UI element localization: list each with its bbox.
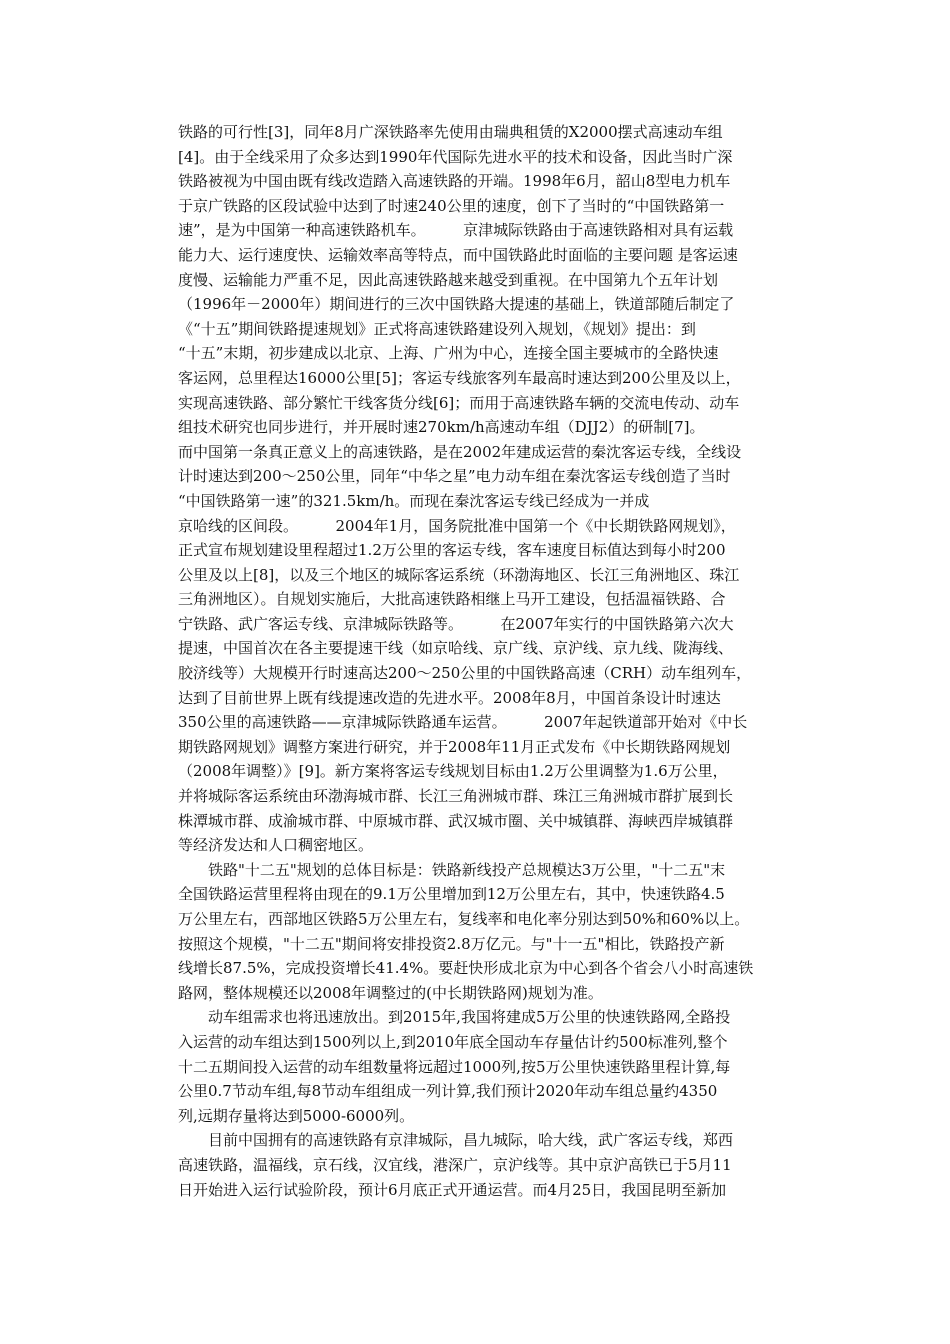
text-line: 并将城际客运系统由环渤海城市群、长江三角洲城市群、珠江三角洲城市群扩展到长: [178, 787, 734, 806]
text-line: 正式宣布规划建设里程超过1.2万公里的客运专线，客车速度目标值达到每小时200: [178, 541, 726, 560]
text-line: 目前中国拥有的高速铁路有京津城际，昌九城际，哈大线，武广客运专线，郑西: [208, 1131, 734, 1150]
text-line: 万公里左右，西部地区铁路5万公里左右，复线率和电化率分别达到50%和60%以上。: [178, 910, 750, 928]
text-line: 十二五期间投入运营的动车组数量将远超过1000列,按5万公里快速铁路里程计算,每: [178, 1057, 731, 1076]
text-line: 路网，整体规模还以2008年调整过的(中长期铁路网)规划为准。: [178, 983, 603, 1002]
text-line: 宁铁路、武广客运专线、京津城际铁路等。 在2007年实行的中国铁路第六次大: [178, 614, 734, 633]
text-line: 按照这个规模，"十二五"期间将安排投资2.8万亿元。与"十一五"相比，铁路投产新: [178, 934, 725, 953]
text-line: 全国铁路运营里程将由现在的9.1万公里增加到12万公里左右，其中，快速铁路4.5: [178, 885, 725, 904]
text-line: [4]。由于全线采用了众多达到1990年代国际先进水平的技术和设备，因此当时广深: [178, 147, 733, 166]
text-line: 《“十五”期间铁路提速规划》正式将高速铁路建设列入规划，《规划》提出：到: [178, 319, 696, 338]
text-line: （2008年调整）》[9]。新方案将客运专线规划目标由1.2万公里调整为1.6万公里，: [178, 762, 728, 781]
text-line: 铁路被视为中国由既有线改造踏入高速铁路的开端。1998年6月，韶山8型电力机车: [178, 172, 731, 191]
text-line: 速”，是为中国第一种高速铁路机车。 京津城际铁路由于高速铁路相对具有运载: [178, 221, 734, 240]
text-line: 铁路的可行性[3]，同年8月广深铁路率先使用由瑞典租赁的X2000摆式高速动车组: [178, 123, 723, 141]
text-line: 列,远期存量将达到5000-6000列。: [178, 1106, 415, 1125]
text-line: 350公里的高速铁路——京津城际铁路通车运营。 2007年起铁道部开始对《中长: [178, 713, 748, 732]
text-line: 铁路"十二五"规划的总体目标是：铁路新线投产总规模达3万公里，"十二五"末: [208, 860, 726, 879]
text-line: 组技术研究也同步进行，并开展时速270km/h高速动车组（DJJ2）的研制[7]。: [178, 418, 705, 437]
text-line: 胶济线等）大规模开行时速高达200～250公里的中国铁路高速（CRH）动车组列车，: [178, 664, 752, 683]
text-line: （1996年－2000年）期间进行的三次中国铁路大提速的基础上，铁道部随后制定了: [178, 295, 735, 314]
text-line: 于京广铁路的区段试验中达到了时速240公里的速度，创下了当时的“中国铁路第一: [178, 196, 725, 215]
text-line: 高速铁路，温福线，京石线，汉宜线，港深广，京沪线等。其中京沪高铁已于5月11: [178, 1155, 732, 1174]
text-line: 能力大、运行速度快、运输效率高等特点，而中国铁路此时面临的主要问题 是客运速: [178, 245, 738, 264]
text-line: 达到了目前世界上既有线提速改造的先进水平。2008年8月，中国首条设计时速达: [178, 688, 721, 707]
text-line: 三角洲地区）。自规划实施后，大批高速铁路相继上马开工建设，包括温福铁路、合: [178, 590, 726, 609]
text-line: 而中国第一条真正意义上的高速铁路，是在2002年建成运营的秦沈客运专线，全线设: [178, 442, 742, 461]
text-line: 线增长87.5%，完成投资增长41.4%。要赶快形成北京为中心到各个省会八小时高速铁: [178, 959, 754, 978]
text-line: 公里及以上[8]，以及三个地区的城际客运系统（环渤海地区、长江三角洲地区、珠江: [178, 565, 740, 584]
text-line: 客运网，总里程达16000公里[5]；客运专线旅客列车最高时速达到200公里及以上，: [178, 368, 741, 387]
text-line: 入运营的动车组达到1500列以上,到2010年底全国动车存量估计约500标准列,整个: [178, 1032, 728, 1051]
text-line: 等经济发达和人口稠密地区。: [178, 836, 374, 855]
text-line: 动车组需求也将迅速放出。到2015年,我国将建成5万公里的快速铁路网,全路投: [208, 1008, 731, 1027]
text-line: 提速，中国首次在各主要提速干线（如京哈线、京广线、京沪线、京九线、陇海线、: [178, 639, 734, 658]
text-line: 实现高速铁路、部分繁忙干线客货分线[6]；而用于高速铁路车辆的交流电传动、动车: [178, 393, 740, 412]
text-line: 日开始进入运行试验阶段，预计6月底正式开通运营。而4月25日，我国昆明至新加: [178, 1180, 727, 1199]
text-line: “十五”末期，初步建成以北京、上海、广州为中心，连接全国主要城市的全路快速: [178, 344, 719, 363]
text-line: 度慢、运输能力严重不足，因此高速铁路越来越受到重视。在中国第九个五年计划: [178, 270, 719, 289]
text-line: 京哈线的区间段。 2004年1月，国务院批准中国第一个《中长期铁路网规划》，: [178, 516, 736, 535]
text-line: 公里0.7节动车组,每8节动车组组成一列计算,我们预计2020年动车组总量约4350: [178, 1082, 718, 1101]
document-body: [178, 120, 770, 1202]
text-line: “中国铁路第一速”的321.5km/h。而现在秦沈客运专线已经成为一并成: [178, 491, 650, 510]
text-line: 期铁路网规划》调整方案进行研究，并于2008年11月正式发布《中长期铁路网规划: [178, 737, 731, 756]
text-line: 株潭城市群、成渝城市群、中原城市群、武汉城市圈、关中城镇群、海峡西岸城镇群: [178, 811, 734, 830]
text-line: 计时速达到200～250公里，同年“中华之星”电力动车组在秦沈客运专线创造了当时: [178, 467, 731, 486]
